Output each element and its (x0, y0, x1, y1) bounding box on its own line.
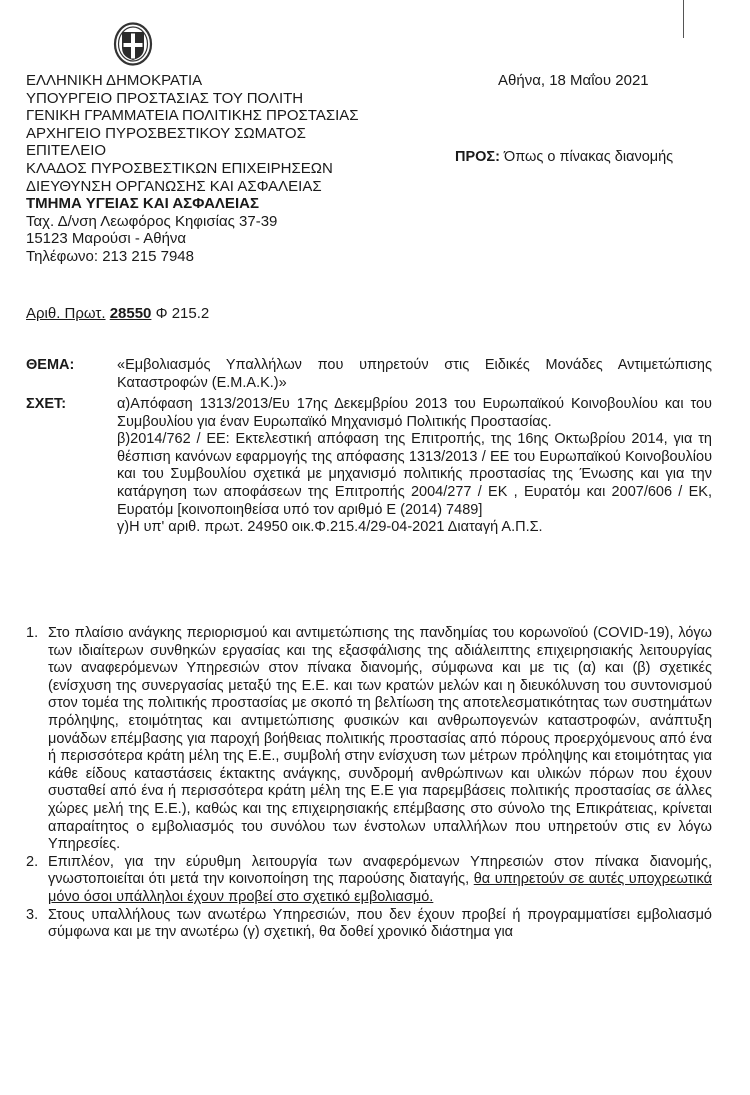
item-text: Στο πλαίσιο ανάγκης περιορισμού και αντιμετώπισης της πανδημίας του κορωνοϊού (COVID-19), λόγω των ιδιαίτερων συνθηκών εργασίας και της εξασφάλισης της αδιάλειπτης επιχειρησιακής λειτουργίας των αναφερόμενων Υπηρεσιών στον πίνακα διανομής, σύμφωνα και με τις (α) και (β) σχετικές (ενίσχυση της συνεργασίας μεταξύ της Ε.Ε. και των κρατών μελών και η διευκόλυνση του συντονισμού στον τομέα της πολιτικής προστασίας με σκοπό τη βελτίωση της αποτελεσματικότητας των συστημάτων πρόληψης, ετοιμότητας και αντιμετώπισης φυσικών και ανθρωπογενών καταστροφών, ανάπτυξη μονάδων επέμβασης για παροχή βοήθειας πολιτικής προστασίας από πόρους προερχόμενους από ένα ή περισσότερα κράτη μέλη της Ε.Ε., συμβολή στην ενίσχυση των μέτρων πρόληψης και ετοιμότητας για κάθε είδους καταστάσεις έκτακτης ανάγκης, συνδρομή ανθρώπινων και υλικών πόρων που έχουν συσταθεί από ένα ή περισσότερα κράτη μέλη της Ε.Ε για παρεμβάσεις πολιτικής προστασίας σε άλλες χώρες μελή της Ε.Ε.), καθώς και της επιχειρησιακής επέμβασης στο σύνολο της Επικράτειας, κρίνεται απαραίτητος ο εμβολιασμός του συνόλου των ένστολων υπαλλήλων που υπηρετούν στις εν λόγω Υπηρεσίες. (48, 625, 712, 853)
header-line: ΚΛΑΔΟΣ ΠΥΡΟΣΒΕΣΤΙΚΩΝ ΕΠΙΧΕΙΡΗΣΕΩΝ (26, 159, 333, 177)
item-number: 2. (26, 853, 39, 870)
document-date: Αθήνα, 18 Μαΐου 2021 (498, 72, 649, 89)
references-list (117, 396, 712, 537)
reference-item: γ)Η υπ' αριθ. πρωτ. 24950 οικ.Φ.215.4/29-04-2021 Διαταγή Α.Π.Σ. (117, 519, 543, 536)
header-line: ΥΠΟΥΡΓΕΙΟ ΠΡΟΣΤΑΣΙΑΣ ΤΟΥ ΠΟΛΙΤΗ (26, 89, 304, 107)
header-line: ΓΕΝΙΚΗ ΓΡΑΜΜΑΤΕΙΑ ΠΟΛΙΤΙΚΗΣ ΠΡΟΣΤΑΣΙΑΣ (26, 107, 359, 125)
scan-edge-line (683, 0, 684, 38)
recipient-label: ΠΡΟΣ: (455, 149, 500, 165)
header-line: ΕΛΛΗΝΙΚΗ ΔΗΜΟΚΡΑΤΙΑ (26, 72, 203, 89)
header-line: ΑΡΧΗΓΕΙΟ ΠΥΡΟΣΒΕΣΤΙΚΟΥ ΣΩΜΑΤΟΣ (26, 124, 306, 142)
header-line: ΕΠΙΤΕΛΕΙΟ (26, 142, 107, 160)
protocol-label: Αριθ. Πρωτ. (26, 305, 106, 322)
recipient-line (455, 149, 673, 165)
subject-label: ΘΕΜΑ: (26, 357, 75, 373)
list-item (26, 854, 712, 907)
reference-item: α)Απόφαση 1313/2013/Ευ 17ης Δεκεμβρίου 2013 του Ευρωπαϊκού Κοινοβουλίου και του Συμβουλίου για έναν Ευρωπαϊκό Μηχανισμό Πολιτικής Προστασίας. (117, 396, 712, 430)
references-block (26, 396, 712, 537)
reference-item: β)2014/762 / ΕΕ: Εκτελεστική απόφαση της Επιτροπής, της 16ης Οκτωβρίου 2014, για τη θέσπιση κανόνων εφαρμογής της απόφασης 1313/2013 / ΕΕ του Ευρωπαϊκού Κοινοβουλίου και του Συμβουλίου σχετικά με μηχανισμό πολιτικής προστασίας της Ένωσης και για την κατάργηση των αποφάσεων της Επιτροπής 2004/277 / ΕΚ , Ευρατόμ και 2007/606 / ΕΚ, Ευρατόμ [κοινοποιηθείσα υπό τον αριθμό Ε (2014) 7489] (117, 431, 712, 518)
postal-line: 15123 Μαρούσι - Αθήνα (26, 230, 187, 248)
item-number: 3. (26, 906, 39, 923)
list-item (26, 907, 712, 942)
list-item (26, 625, 712, 854)
phone-line: Τηλέφωνο: 213 215 7948 (26, 247, 194, 265)
protocol-value: 28550 (109, 305, 152, 322)
address-line: Ταχ. Δ/νση Λεωφόρος Κηφισίας 37-39 (26, 212, 278, 230)
item-number: 1. (26, 625, 39, 641)
item-underlined-text: θα υπηρετούν σε αυτές υποχρεωτικά μόνο όσοι υπάλληλοι έχουν προβεί στο σχετικό εμβολιασμό. (48, 871, 712, 905)
sender-header (26, 72, 466, 266)
recipient-value: Όπως ο πίνακας διανομής (503, 149, 674, 165)
item-text: Επιπλέον, για την εύρυθμη λειτουργία των αναφερόμενων Υπηρεσιών στον πίνακα διανομής, γνωστοποιείται ότι μετά την κοινοποίηση της παρούσης διαταγής, (48, 853, 712, 888)
body-paragraphs (26, 625, 712, 942)
protocol-number (26, 305, 209, 322)
item-text: Στους υπαλλήλους των ανωτέρω Υπηρεσιών, που δεν έχουν προβεί ή προγραμματίσει εμβολιασμό σύμφωνα και με την ανωτέρω (γ) σχετική, θα δοθεί χρονικό διάστημα για (48, 906, 712, 941)
department-name: ΤΜΗΜΑ ΥΓΕΙΑΣ ΚΑΙ ΑΣΦΑΛΕΙΑΣ (26, 195, 259, 213)
subject-text: «Εμβολιασμός Υπαλλήλων που υπηρετούν στις Ειδικές Μονάδες Αντιμετώπισης Καταστροφών (Ε.Μ.Α.Κ.)» (117, 357, 712, 391)
subject-block (26, 357, 712, 392)
protocol-code: Φ 215.2 (155, 305, 210, 322)
greek-coat-of-arms-icon (113, 22, 153, 66)
references-label: ΣΧΕΤ: (26, 396, 67, 412)
header-line: ΔΙΕΥΘΥΝΣΗ ΟΡΓΑΝΩΣΗΣ ΚΑΙ ΑΣΦΑΛΕΙΑΣ (26, 177, 322, 195)
